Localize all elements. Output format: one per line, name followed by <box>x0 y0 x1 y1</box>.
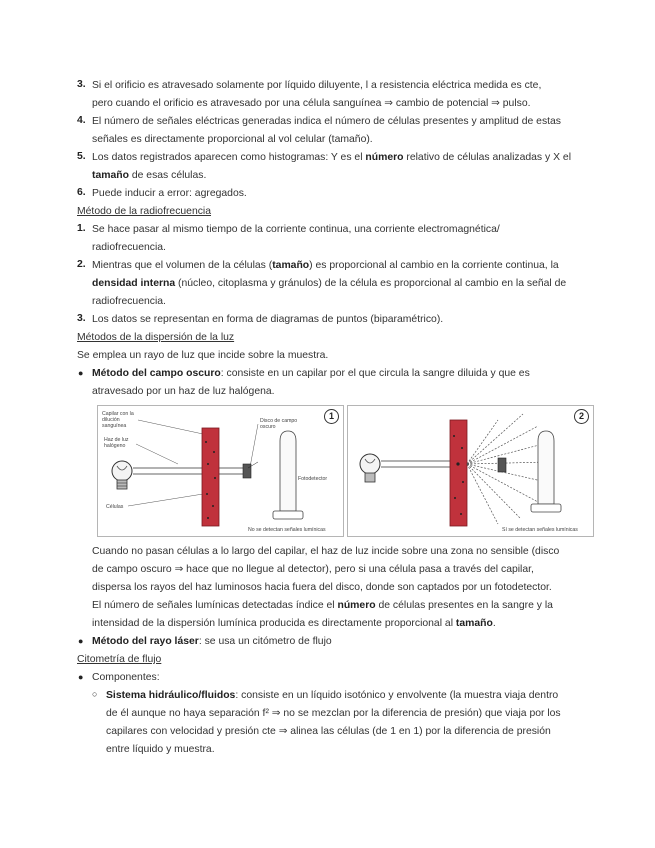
list-item-text: Mientras que el volumen de la células (tamaño) es proporcional al cambio en la corriente continua, la <box>92 260 559 271</box>
paragraph: El número de señales lumínicas detectadas índice el número de células presentes en la sangre y la <box>92 600 553 611</box>
paragraph: Cuando no pasan células a lo largo del capilar, el haz de luz incide sobre una zona no sensible (disco <box>92 546 560 557</box>
bullet-text: Método del rayo láser: se usa un citómetro de flujo <box>92 636 332 647</box>
bullet-icon: ● <box>78 368 84 378</box>
list-number: 1. <box>77 223 86 234</box>
list-number: 2. <box>77 259 86 270</box>
figure-dark-field-no-cell <box>97 405 344 537</box>
list-item-text: Puede inducir a error: agregados. <box>92 188 247 199</box>
bullet-icon: ● <box>78 636 84 646</box>
figure-caption: Sí se detectan señales lumínicas <box>502 527 578 533</box>
list-number: 3. <box>77 79 86 90</box>
sub-bullet-icon: ○ <box>92 689 98 699</box>
figure-drawing <box>98 406 343 536</box>
paragraph: Se emplea un rayo de luz que incide sobre la muestra. <box>77 350 329 361</box>
paragraph: intensidad de la dispersión lumínica producida es directamente proporcional al tamaño. <box>92 618 496 629</box>
figure-label: Disco de campo oscuro <box>260 418 298 430</box>
bullet-text: atravesado por un haz de luz halógena. <box>92 386 275 397</box>
list-number: 6. <box>77 187 86 198</box>
figure-label: Células <box>106 504 124 510</box>
figure-drawing <box>348 406 593 536</box>
section-heading: Método de la radiofrecuencia <box>77 206 212 217</box>
list-number: 4. <box>77 115 86 126</box>
bullet-icon: ● <box>78 672 84 682</box>
list-item-text: El número de señales eléctricas generadas indica el número de células presentes y amplitud de estas <box>92 116 561 127</box>
list-number: 3. <box>77 313 86 324</box>
paragraph: dispersa los rayos del haz luminosos hacia fuera del disco, donde son captados por un fotodetector. <box>92 582 552 593</box>
figure-number-badge: 2 <box>574 409 589 424</box>
bullet-text: Método del campo oscuro: consiste en un capilar por el que circula la sangre diluida y que es <box>92 368 530 379</box>
paragraph: de campo oscuro ⇒ hace que no llegue al detector), pero si una célula pasa a través del capilar, <box>92 564 534 575</box>
list-item-text: radiofrecuencia. <box>92 242 166 253</box>
bullet-text: Componentes: <box>92 672 160 683</box>
figure-number-badge: 1 <box>324 409 339 424</box>
list-item-text: Los datos se representan en forma de diagramas de puntos (biparamétrico). <box>92 314 444 325</box>
sub-bullet-text: entre líquido y muestra. <box>106 744 215 755</box>
sub-bullet-text: capilares con velocidad y presión cte ⇒ alinea las células (de 1 en 1) por la diferencia de presión <box>106 726 551 737</box>
list-number: 5. <box>77 151 86 162</box>
list-item-text: tamaño de esas células. <box>92 170 207 181</box>
section-heading: Métodos de la dispersión de la luz <box>77 332 235 343</box>
list-item-text: Si el orificio es atravesado solamente por líquido diluyente, l a resistencia eléctrica medida es cte, <box>92 80 542 91</box>
list-item-text: señales es directamente proporcional al vol celular (tamaño). <box>92 134 373 145</box>
list-item-text: densidad interna (núcleo, citoplasma y gránulos) de la célula es proporcional al cambio en la señal de <box>92 278 567 289</box>
list-item-text: Se hace pasar al mismo tiempo de la corriente continua, una corriente electromagnética/ <box>92 224 500 235</box>
figure-label: Capilar con la dilución sanguínea <box>102 411 134 429</box>
figure-dark-field-with-cell <box>347 405 594 537</box>
sub-bullet-text: de él aunque no haya separación f² ⇒ no se mezclan por la diferencia de presión) que viaja por los <box>106 708 561 719</box>
list-item-text: Los datos registrados aparecen como histogramas: Y es el número relativo de células analizadas y X el <box>92 152 571 163</box>
figure-caption: No se detectan señales lumínicas <box>248 527 326 533</box>
sub-bullet-text: Sistema hidráulico/fluidos: consiste en un líquido isotónico y envolvente (la muestra viaja dentro <box>106 690 559 701</box>
figure-label: Fotodetector <box>298 476 328 482</box>
list-item-text: radiofrecuencia. <box>92 296 166 307</box>
figure-label: Haz de luz halógeno <box>104 437 129 449</box>
section-heading: Citometría de flujo <box>77 654 162 665</box>
list-item-text: pero cuando el orificio es atravesado por una célula sanguínea ⇒ cambio de potencial ⇒ pulso. <box>92 98 531 109</box>
